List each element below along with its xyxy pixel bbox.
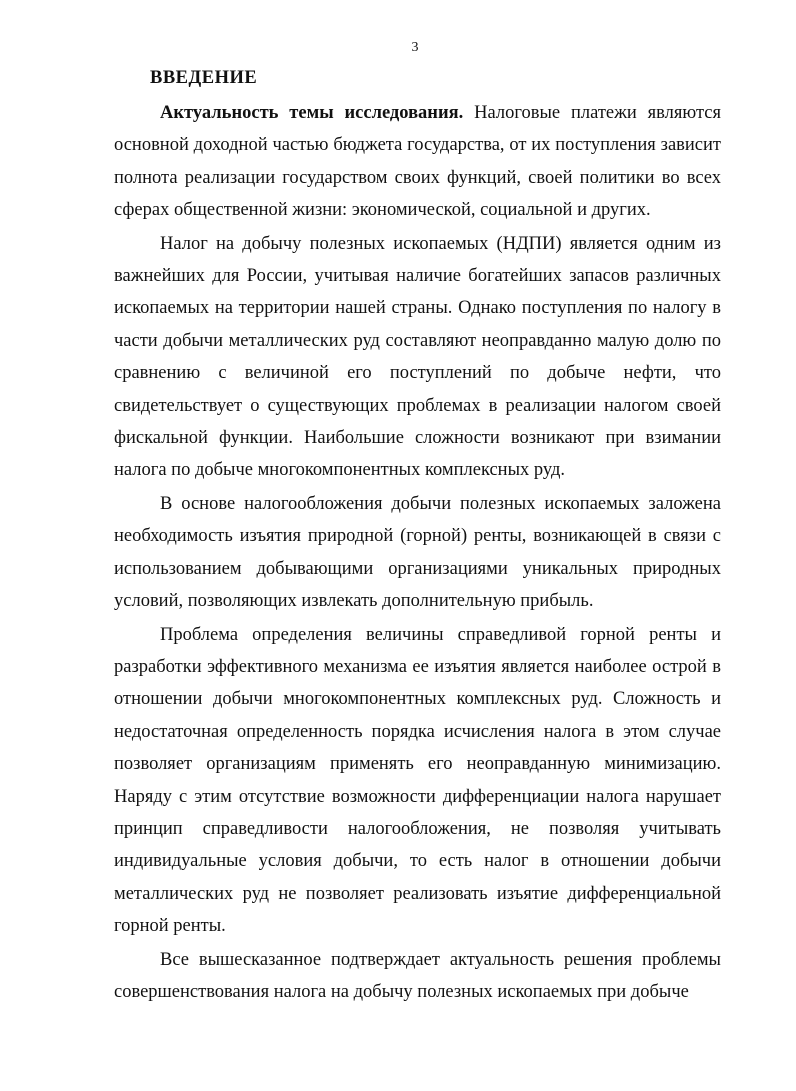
- page-number: 3: [411, 40, 419, 55]
- paragraph: Проблема определения величины справедливой горной ренты и разработки эффективного механизма ее изъятия является наиболее острой в отношении добычи многокомпонентных комплексных руд. Сложность и недостаточная определенность порядка исчисления налога в этом случае позволяет организациям применять его неоправданную минимизацию. Наряду с этим отсутствие возможности дифференциации налога нарушает принцип справедливости налогообложения, не позволяя учитывать индивидуальные условия добычи, то есть налог в отношении добычи металлических руд не позволяет реализовать изъятие дифференциальной горной ренты.: [114, 624, 721, 937]
- paragraph: Все вышесказанное подтверждает актуальность решения проблемы совершенствования налога на добычу полезных ископаемых при добыче: [114, 949, 721, 1002]
- paragraph: Налог на добычу полезных ископаемых (НДПИ) является одним из важнейших для России, учитывая наличие богатейших запасов различных ископаемых на территории нашей страны. Однако поступления по налогу в части добычи металлических руд составляют неоправданно малую долю по сравнению с величиной его поступлений по добыче нефти, что свидетельствует о существующих проблемах в реализации налогом своей фискальной функции. Наибольшие сложности возникают при взимании налога по добыче многокомпонентных комплексных руд.: [114, 233, 721, 481]
- body-text: [114, 97, 721, 1008]
- section-heading: ВВЕДЕНИЕ: [150, 68, 258, 88]
- paragraph-text: Налоговые платежи являются основной доходной частью бюджета государства, от их поступления зависит полнота реализации государством своих функций, своей политики во всех сферах общественной жизни: экономической, социальной и других.: [114, 103, 721, 221]
- paragraph-relevance: [114, 97, 721, 227]
- paragraph-lead: Актуальность темы исследования.: [160, 103, 464, 123]
- paragraph: В основе налогообложения добычи полезных ископаемых заложена необходимость изъятия природной (горной) ренты, возникающей в связи с использованием добывающими организациями уникальных природных условий, позволяющих извлекать дополнительную прибыль.: [114, 493, 721, 612]
